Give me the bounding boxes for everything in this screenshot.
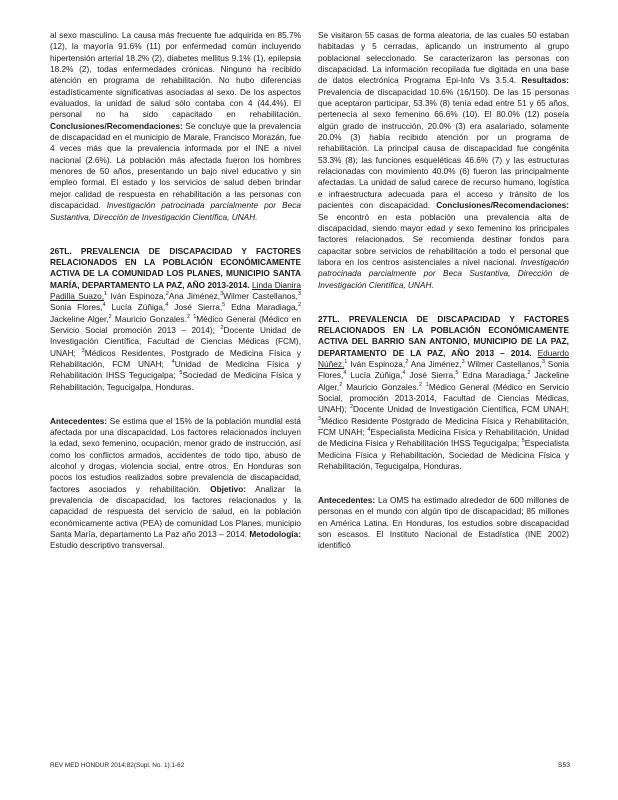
- affiliation-marker: 4: [102, 302, 106, 309]
- text-segment: Docente Unidad de Investigación Científica, FCM UNAH;: [353, 404, 569, 415]
- text-segment: Edna Maradiaga,: [458, 370, 528, 381]
- affiliation-marker: 1: [193, 313, 197, 320]
- page-number: S53: [557, 762, 570, 769]
- text-segment: José Sierra,: [168, 302, 223, 313]
- text-segment: José Sierra,: [405, 370, 456, 381]
- text-segment: Lucía Zúñiga,: [346, 370, 403, 381]
- affiliation-marker: 4: [343, 370, 347, 377]
- abstract-25-continuation: [50, 30, 301, 223]
- abstract-27-authors: [318, 348, 569, 471]
- spacer: [50, 234, 301, 245]
- text-segment: Médicos Residentes, Postgrado de Medicina Física y Rehabilitación, FCM UNAH;: [50, 347, 301, 369]
- text-segment: Docente Unidad de Investigación Científica, Facultad de Ciencias Médicas (FCM), UNAH;: [50, 324, 301, 358]
- affiliation-marker: 3: [461, 359, 465, 366]
- abstract-27-heading: [318, 314, 569, 473]
- affiliation-marker: 1: [425, 381, 429, 388]
- affiliation-marker: 3: [297, 291, 301, 298]
- left-column: [50, 30, 301, 563]
- abstract-26-title: 26TL. PREVALENCIA DE DISCAPACIDAD Y FACTORES RELACIONADOS EN LA POBLACIÓN ECONÓMICAMENTE ACTIVA DE LA COMUNIDAD LOS PLANES, MUNICIPIO SANTA MARÍA, DEPARTAMENTO LA PAZ, AÑO 2013-2014.: [50, 245, 301, 290]
- spacer: [50, 404, 301, 415]
- affiliation-marker: 5: [455, 370, 459, 377]
- affiliation-marker: 4: [171, 359, 175, 366]
- text-segment: Wilmer Castellanos,: [223, 290, 298, 301]
- text-segment: Ana Jiménez,: [408, 358, 462, 369]
- affiliation-marker: 2: [418, 381, 422, 388]
- affiliation-marker: 5: [179, 370, 183, 377]
- affiliation-marker: 1: [104, 291, 108, 298]
- affiliation-marker: 2: [297, 302, 301, 309]
- text-segment: Especialista Medicina Física y Rehabilitación, Sociedad de Medicina Física y Rehabilitación, Tegucigalpa, Honduras.: [318, 438, 569, 472]
- section-label: Antecedentes:: [50, 415, 108, 426]
- affiliation-marker: 2: [108, 313, 112, 320]
- affiliation-marker: 3: [220, 291, 224, 298]
- affiliation-marker: 4: [165, 302, 169, 309]
- text-segment: Jackeline Alger,: [318, 370, 569, 392]
- affiliation-marker: 2: [186, 313, 190, 320]
- affiliation-marker: 2: [339, 381, 343, 388]
- text-segment: Sonia Flores,: [50, 302, 103, 313]
- text-segment: La OMS ha estimado alrededor de 600 millones de personas en el mundo con algún tipo de discapacidad; 85 millones en América Latina. En Honduras, los estudios sobre discapacidad son escasos. El Instituto Nacional de Estadística (INE 2002) identificó: [318, 495, 569, 551]
- section-label: Conclusiones/Recomendaciones:: [50, 120, 183, 131]
- journal-citation: REV MED HONDUR 2014;82(Supl. No. 1):1-62: [50, 762, 185, 769]
- text-segment: Iván Espinoza,: [347, 358, 406, 369]
- section-label: Objetivo:: [210, 483, 247, 494]
- text-segment: Mauricio Gonzales.: [342, 381, 419, 392]
- section-label: Conclusiones/Recomendaciones:: [436, 200, 569, 211]
- abstract-26-body: [50, 416, 301, 552]
- text-segment: Wilmer Castellanos,: [464, 358, 542, 369]
- page: [50, 30, 570, 758]
- affiliation-marker: 3: [541, 359, 545, 366]
- right-column: [318, 30, 569, 563]
- affiliation-marker: 3: [318, 415, 322, 422]
- abstract-27-body: [318, 495, 569, 552]
- section-label: Antecedentes:: [318, 495, 376, 506]
- text-segment: Jackeline Alger,: [50, 313, 109, 324]
- text-segment: Prevalencia de discapacidad 10.6% (16/150). De las 15 personas que aceptaron participar, 53.3% (8) tenía edad entre 51 y 65 años, pertenecía al sexo femenino 66.6% (10). El 80.0% (12) poseía algún grado de instrucción, 20.0% (3) era asalariado, solamente 20.0% (3) había recibido atención por un programa de rehabilitación. La principal causa de discapacidad fue congénita 53.3% (8); las funciones esqueléticas 46.6% (7) y las estructuras relacionadas con movimiento 40.0% (6) fueron las principalmente afectadas. La unidad de salud carece de recurso humano, logística e infraestructura adecuada para el acceso y tránsito de los pacientes con discapacidad.: [318, 86, 569, 211]
- affiliation-marker: 2: [405, 359, 409, 366]
- affiliation-marker: 5: [521, 438, 525, 445]
- section-label: Resultados:: [521, 75, 569, 86]
- abstract-26-heading: [50, 246, 301, 393]
- abstract-26-continuation: [318, 30, 569, 291]
- affiliation-marker: 4: [367, 427, 371, 434]
- text-segment: Sonia Flores,: [318, 358, 570, 381]
- affiliation-marker: 5: [222, 302, 226, 309]
- text-segment: Investigación patrocinada parcialmente por Beca Sustantiva, Dirección de Investigación Científica, UNAH.: [50, 200, 301, 222]
- affiliation-marker: 2: [349, 404, 354, 411]
- affiliation-marker: 4: [402, 370, 406, 377]
- affiliation-marker: 1: [344, 359, 348, 366]
- text-segment: Se encontró en esta población una prevalencia alta de discapacidad, siendo mayor edad y sexo femenino los principales factores relacionados. Se recomienda destinar fondos para capacitar sobre servicios de rehabilitación a todo el personal que labora en los centros asistenciales a nivel nacional.: [318, 211, 569, 267]
- abstract-27-title: 27TL. PREVALENCIA DE DISCAPACIDAD Y FACTORES RELACIONADOS EN LA POBLACIÓN ECONÓMICAMENTE ACTIVA DEL BARRIO SAN ANTONIO, MUNICIPIO DE LA PAZ, DEPARTAMENTO DE LA PAZ, AÑO 2013 – 2014.: [318, 313, 569, 358]
- text-segment: Se estima que el 15% de la población mundial está afectada por una discapacidad. Los factores relacionados incluyen la edad, sexo femenino, ocupación, menor grado de instrucción, así como los conflictos armados, accidentes de todo tipo, abuso de alcohol y drogas, violencia social, entre otros. En Honduras son pocos los estudios realizados sobre prevalencia de discapacidad, factores asociados y rehabilitación.: [50, 415, 301, 494]
- affiliation-marker: 2: [165, 291, 169, 298]
- text-segment: Edna Maradiaga,: [225, 302, 298, 313]
- text-segment: Iván Espinoza,: [107, 290, 166, 301]
- text-segment: Mauricio Gonzales.: [111, 313, 187, 324]
- text-segment: Se concluye que la prevalencia de discapacidad en el municipio de Marale, Francisco Morazán, fue 4 veces más que la prevalencia informada por el INE a nivel nacional (2.6%). La población más afectada fueron los hombres menores de 50 años, presentando un bajo nivel educativo y sin empleo formal. El estado y los servicios de salud deben brindar mejor calidad de respuesta en rehabilitación a las personas con discapacidad.: [50, 120, 301, 211]
- text-segment: Unidad de Medicina Física y Rehabilitación IHSS Tegucigalpa;: [50, 358, 302, 381]
- text-segment: Linda Dianira Padilla Suazo,: [50, 279, 302, 301]
- text-segment: Médico General (Médico en Servicio Social promoción 2013 – 2014);: [50, 313, 301, 335]
- text-segment: Analizar la prevalencia de discapacidad, los factores relacionados y la capacidad de respuesta del servicio de salud, en la población económicamente activa (PEA) de comunidad Los Planes, municipio Santa María, departamento La Paz año 2013 – 2014.: [50, 483, 301, 540]
- section-label: Metodología:: [249, 529, 301, 540]
- text-segment: Médico General (Médico en Servicio Social, promoción 2013-2014, Facultad de Ciencias Médicas, UNAH);: [318, 381, 570, 415]
- text-segment: Eduardo Núñez,: [318, 347, 569, 369]
- text-segment: Ana Jiménez,: [168, 290, 221, 301]
- affiliation-marker: 3: [81, 347, 85, 354]
- text-segment: Investigación patrocinada parcialmente por Beca Sustantiva, Dirección de Investigación Científica, UNAH.: [318, 256, 569, 290]
- text-segment: Lucía Zúñiga,: [105, 302, 166, 313]
- text-segment: Sociedad de Medicina Física y Rehabilitación, Tegucigalpa, Honduras.: [50, 370, 301, 392]
- text-segment: Especialista Medicina Física y Rehabilitación, Unidad de Medicina Física y Rehabilitación IHSS Tegucigalpa;: [318, 427, 569, 449]
- text-segment: al sexo masculino. La causa más frecuente fue adquirida en 85.7% (12), la mayoría 91.6% (11) por enfermedad común incluyendo hipertensión arterial 18.2% (2), diabetes mellitus 9.1% (1), epilepsia 18.2% (2), todas enfermedades crónicas. Ninguno ha recibido atención en programa de rehabilitación. No hubo diferencias estadísticamente significativas asociadas al sexo. De los aspectos evaluados, la unidad de salud sólo contaba con 4 (44.4%). El personal no ha sido capacitado en rehabilitación.: [50, 30, 301, 120]
- abstract-26-authors: [50, 280, 301, 392]
- affiliation-marker: 2: [527, 370, 531, 377]
- text-segment: Se visitaron 55 casas de forma aleatoria, de las cuales 50 estaban habitadas y 5 cerradas, aplicando un instrumento al grupo poblacional seleccionado. Se caracterizaron las personas con discapacidad. La información recopilada fue digitada en una base de datos electrónica Programa Epi-Info Vs 3.5.4.: [318, 30, 569, 86]
- spacer: [318, 484, 569, 495]
- spacer: [318, 302, 569, 313]
- affiliation-marker: 2: [220, 325, 224, 332]
- text-segment: Médico Residente Postgrado de Medicina Física y Rehabilitación, FCM UNAH;: [318, 415, 569, 438]
- text-segment: Estudio descriptivo transversal.: [50, 540, 165, 551]
